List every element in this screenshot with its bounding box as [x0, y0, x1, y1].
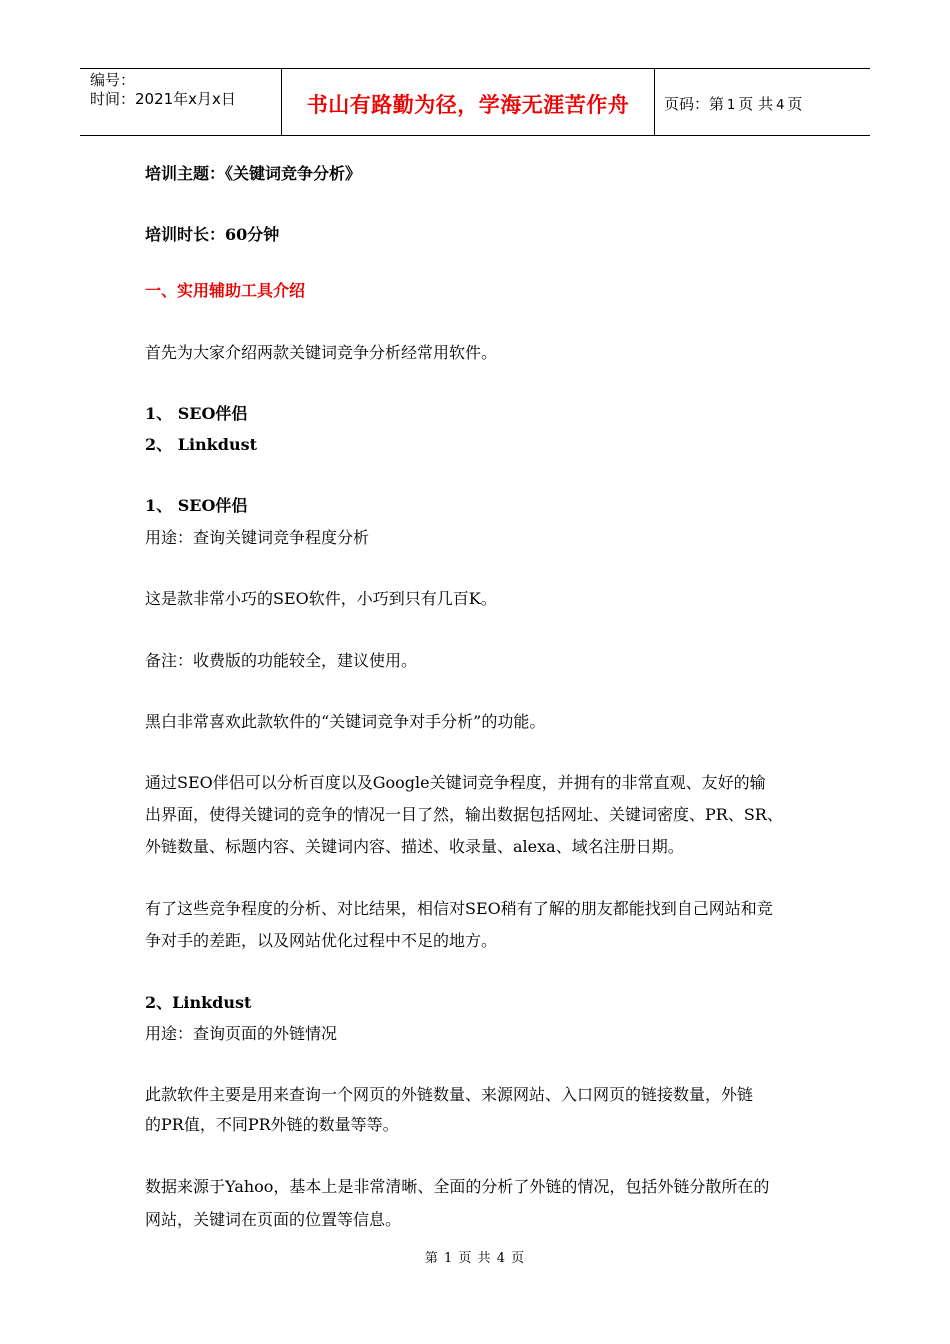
- subsection-heading: 1、 SEO伴侣: [145, 496, 248, 515]
- paragraph-line: 争对手的差距，以及网站优化过程中不足的地方。: [145, 931, 498, 950]
- paragraph-line: 此款软件主要是用来查询一个网页的外链数量、来源网站、入口网页的链接数量，外链: [145, 1085, 754, 1104]
- paragraph: 黑白非常喜欢此款软件的“关键词竞争对手分析”的功能。: [145, 712, 546, 731]
- paragraph-line: 有了这些竞争程度的分析、对比结果，相信对SEO稍有了解的朋友都能找到自己网站和竞: [145, 899, 773, 918]
- paragraph: 这是款非常小巧的SEO软件，小巧到只有几百K。: [145, 589, 497, 608]
- paragraph-line: 通过SEO伴侣可以分析百度以及Google关键词竞争程度，并拥有的非常直观、友好的输: [145, 773, 766, 792]
- subsection-heading: 2、Linkdust: [145, 993, 252, 1012]
- header-page-number: 页码：第 1 页 共 4 页: [664, 95, 803, 113]
- intro-paragraph: 首先为大家介绍两款关键词竞争分析经常用软件。: [145, 343, 498, 362]
- header-meta: [90, 71, 236, 109]
- section-heading: 一、实用辅助工具介绍: [145, 281, 306, 300]
- header-motto: 书山有路勤为径，学海无涯苦作舟: [306, 93, 630, 117]
- paragraph-line: 外链数量、标题内容、关键词内容、描述、收录量、alexa、域名注册日期。: [145, 837, 684, 856]
- page-header: [80, 68, 870, 136]
- serial-label: 编号：: [90, 71, 136, 89]
- paragraph-line: 出界面，使得关键词的竞争的情况一目了然，输出数据包括网址、关键词密度、PR、SR、: [145, 805, 783, 824]
- page-footer: 第 1 页 共 4 页: [424, 1251, 526, 1266]
- list-item: 2、 Linkdust: [145, 435, 257, 454]
- header-divider: [654, 69, 655, 136]
- usage-text: 用途：查询页面的外链情况: [145, 1024, 338, 1043]
- usage-text: 用途：查询关键词竞争程度分析: [145, 528, 370, 547]
- training-duration: 培训时长：60分钟: [145, 225, 280, 244]
- list-item: 1、 SEO伴侣: [145, 404, 248, 423]
- paragraph-line: 网站，关键词在页面的位置等信息。: [145, 1210, 402, 1229]
- time-label: 时间：2021年x月x日: [90, 90, 236, 108]
- paragraph-line: 数据来源于Yahoo，基本上是非常清晰、全面的分析了外链的情况，包括外链分散所在的: [145, 1177, 770, 1196]
- note-paragraph: 备注：收费版的功能较全，建议使用。: [145, 651, 418, 670]
- training-topic: 培训主题：《关键词竞争分析》: [145, 164, 362, 183]
- paragraph-line: 的PR值，不同PR外链的数量等等。: [145, 1115, 399, 1134]
